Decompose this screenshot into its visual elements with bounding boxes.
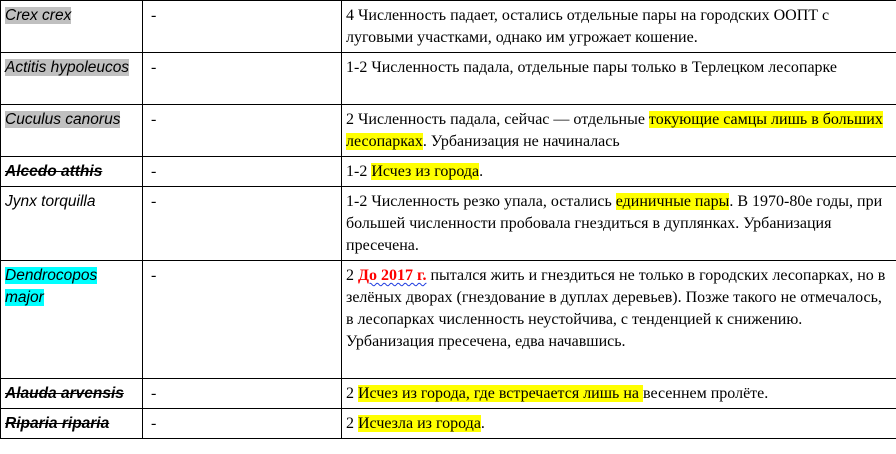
dash-text: - xyxy=(151,415,157,432)
table-row xyxy=(1,187,896,261)
dash-cell xyxy=(143,53,342,105)
description-cell xyxy=(342,261,896,379)
table-row xyxy=(1,409,896,439)
description-cell xyxy=(342,105,896,157)
table-row xyxy=(1,261,896,379)
description-cell xyxy=(342,53,896,105)
description-text: 2 xyxy=(346,267,358,284)
description-text-end: пытался жить и гнездиться не только в городских лесопарках, но в зелёных дворах (гнездование в дуплах деревьев). Позже такого не отмечалось, в лесопарках численность неустойчива, с тенденцией к снижению. Урбанизация пресечена, едва начавшись. xyxy=(346,267,886,350)
highlighted-text: единичные пары xyxy=(615,193,730,210)
species-name: Actitis hypoleucos xyxy=(5,59,130,76)
species-name: Crex crex xyxy=(5,7,72,24)
highlighted-text: Исчезла из города xyxy=(358,415,481,432)
species-cell xyxy=(1,53,143,105)
table-row xyxy=(1,1,896,53)
description-text: 1-2 Численность резко упала, остались xyxy=(346,193,616,210)
species-name: Riparia riparia xyxy=(5,415,110,432)
species-cell xyxy=(1,409,143,439)
description-cell xyxy=(342,379,896,409)
highlighted-text: токующие самцы лишь в больших лесопарках xyxy=(346,111,883,150)
species-name: Cuculus canorus xyxy=(5,111,121,128)
dash-cell xyxy=(143,261,342,379)
dash-text: - xyxy=(151,111,157,128)
dash-text: - xyxy=(151,267,157,284)
species-name: Alauda arvensis xyxy=(5,385,124,402)
description-cell xyxy=(342,157,896,187)
species-cell xyxy=(1,379,143,409)
description-cell xyxy=(342,1,896,53)
description-text: 1-2 xyxy=(346,163,372,180)
description-cell xyxy=(342,409,896,439)
description-text-end: . xyxy=(479,163,484,180)
highlighted-text: Исчез из города xyxy=(371,163,480,180)
species-cell xyxy=(1,157,143,187)
species-cell xyxy=(1,1,143,53)
dash-cell xyxy=(143,105,342,157)
table-row xyxy=(1,105,896,157)
dash-cell xyxy=(143,157,342,187)
species-cell xyxy=(1,105,143,157)
description-text-end: . xyxy=(480,415,485,432)
highlighted-text: Исчез из города, где встречается лишь на xyxy=(358,385,644,402)
dash-text: - xyxy=(151,193,157,210)
description-text: 2 xyxy=(346,415,358,432)
description-cell xyxy=(342,187,896,261)
table-row xyxy=(1,53,896,105)
dash-text: - xyxy=(151,163,157,180)
description-text: 2 xyxy=(346,385,358,402)
description-text-end: . В 1970-80е годы, при большей численности пробовала гнездиться в дуплянках. Урбанизация пресечена. xyxy=(346,193,883,254)
dash-cell xyxy=(143,409,342,439)
description-text-end: весеннем пролёте. xyxy=(643,385,769,402)
dash-text: - xyxy=(151,7,157,24)
table-row xyxy=(1,379,896,409)
species-name: Dendrocopos major xyxy=(5,267,98,306)
dash-cell xyxy=(143,187,342,261)
species-cell xyxy=(1,261,143,379)
description-text: 2 Численность падала, сейчас — отдельные xyxy=(346,111,649,128)
dash-cell xyxy=(143,1,342,53)
dash-cell xyxy=(143,379,342,409)
dash-text: - xyxy=(151,59,157,76)
description-text-end: . Урбанизация не начиналась xyxy=(422,133,620,150)
dash-text: - xyxy=(151,385,157,402)
description-text: 4 Численность падает, остались отдельные пары на городских ООПТ с луговыми участками, однако им угрожает кошение. xyxy=(346,7,830,46)
date-emphasis: До 2017 г. xyxy=(358,267,427,284)
description-text: 1-2 Численность падала, отдельные пары только в Терлецком лесопарке xyxy=(346,59,838,76)
table-row xyxy=(1,157,896,187)
species-name: Alcedo atthis xyxy=(5,163,103,180)
species-name: Jynx torquilla xyxy=(5,193,96,210)
species-cell xyxy=(1,187,143,261)
